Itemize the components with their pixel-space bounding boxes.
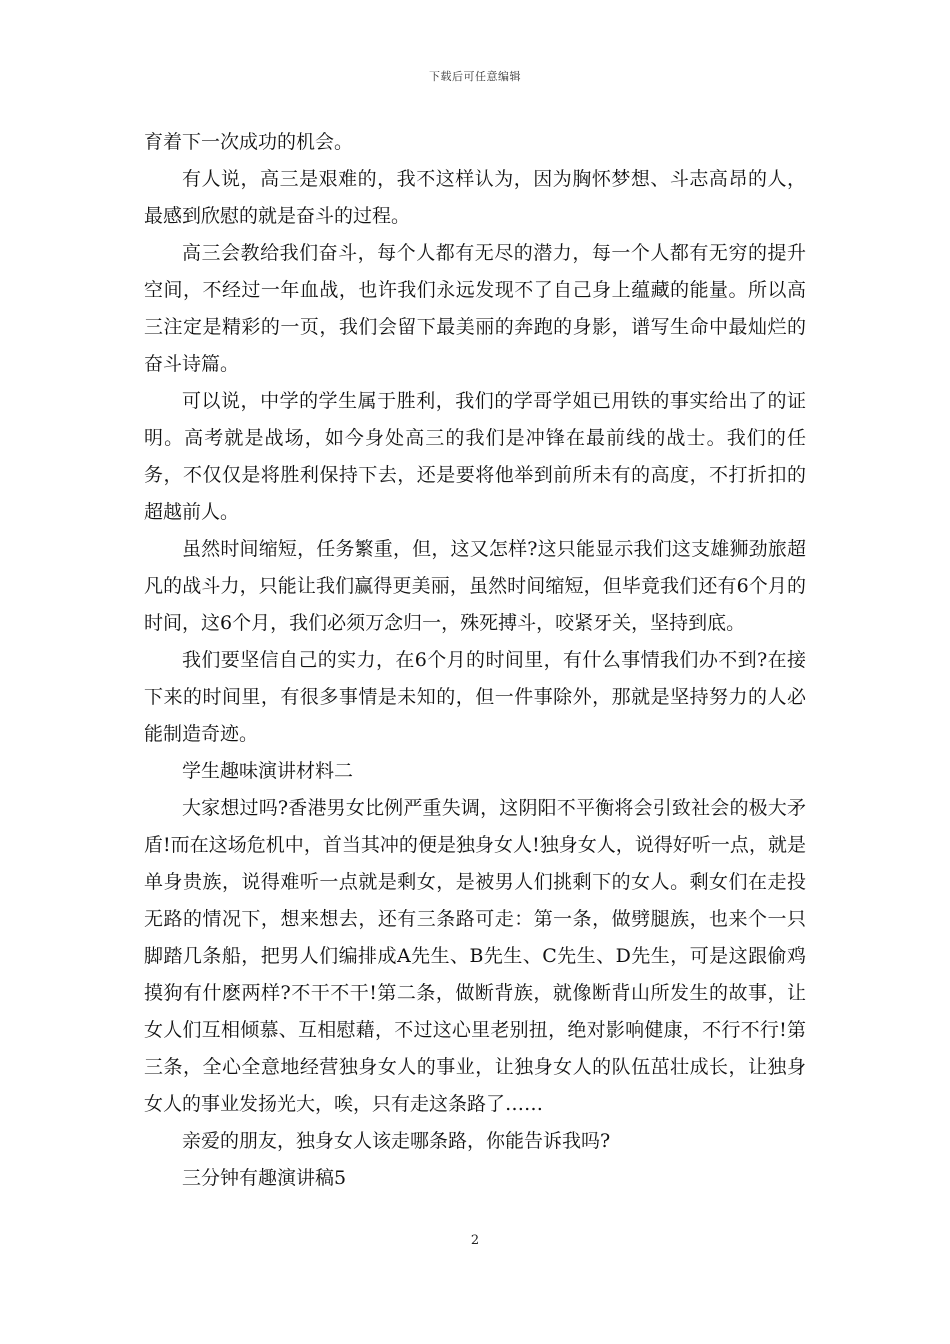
section-heading-material-two: 学生趣味演讲材料二 (182, 760, 354, 782)
paragraph-1: 育着下一次成功的机会。 (144, 131, 354, 153)
paragraph-8: 亲爱的朋友，独身女人该走哪条路，你能告诉我吗? (182, 1130, 611, 1152)
paragraph-4: 可以说，中学的学生属于胜利，我们的学哥学姐已用铁的事实给出了的证明。高考就是战场，如今身处高三的我们是冲锋在最前线的战士。我们的任务，不仅仅是将胜利保持下去，还是要将他举到前所未有的高度，不打折扣的超越前人。 (144, 390, 806, 523)
paragraph-7: 大家想过吗?香港男女比例严重失调，这阴阳不平衡将会引致社会的极大矛盾!而在这场危机中，首当其冲的便是独身女人!独身女人，说得好听一点，就是单身贵族，说得难听一点就是剩女，是被男人们挑剩下的女人。剩女们在走投无路的情况下，想来想去，还有三条路可走：第一条，做劈腿族，也来个一只脚踏几条船，把男人们编排成A先生、B先生、C先生、D先生，可是这跟偷鸡摸狗有什麽两样?不干不干!第二条，做断背族，就像断背山所发生的故事，让女人们互相倾慕、互相慰藉，不过这心里老别扭，绝对影响健康，不行不行!第三条，全心全意地经营独身女人的事业，让独身女人的队伍茁壮成长，让独身女人的事业发扬光大，唉，只有走这条路了…… (144, 797, 806, 1115)
paragraph-3: 高三会教给我们奋斗，每个人都有无尽的潜力，每一个人都有无穷的提升空间，不经过一年血战，也许我们永远发现不了自己身上蕴藏的能量。所以高三注定是精彩的一页，我们会留下最美丽的奔跑的身影，谱写生命中最灿烂的奋斗诗篇。 (144, 242, 806, 375)
paragraph-6: 我们要坚信自己的实力，在6个月的时间里，有什么事情我们办不到?在接下来的时间里，有很多事情是未知的，但一件事除外，那就是坚持努力的人必能制造奇迹。 (144, 649, 806, 745)
paragraph-2: 有人说，高三是艰难的，我不这样认为，因为胸怀梦想、斗志高昂的人，最感到欣慰的就是奋斗的过程。 (144, 168, 806, 227)
page-number: 2 (470, 1233, 480, 1248)
page-header-note: 下载后可任意编辑 (429, 70, 521, 83)
section-heading-speech-five: 三分钟有趣演讲稿5 (182, 1167, 347, 1189)
paragraph-5: 虽然时间缩短，任务繁重，但，这又怎样?这只能显示我们这支雄狮劲旅超凡的战斗力，只能让我们赢得更美丽，虽然时间缩短，但毕竟我们还有6个月的时间，这6个月，我们必须万念归一，殊死搏斗，咬紧牙关，坚持到底。 (144, 538, 806, 634)
document-body (144, 124, 806, 1197)
